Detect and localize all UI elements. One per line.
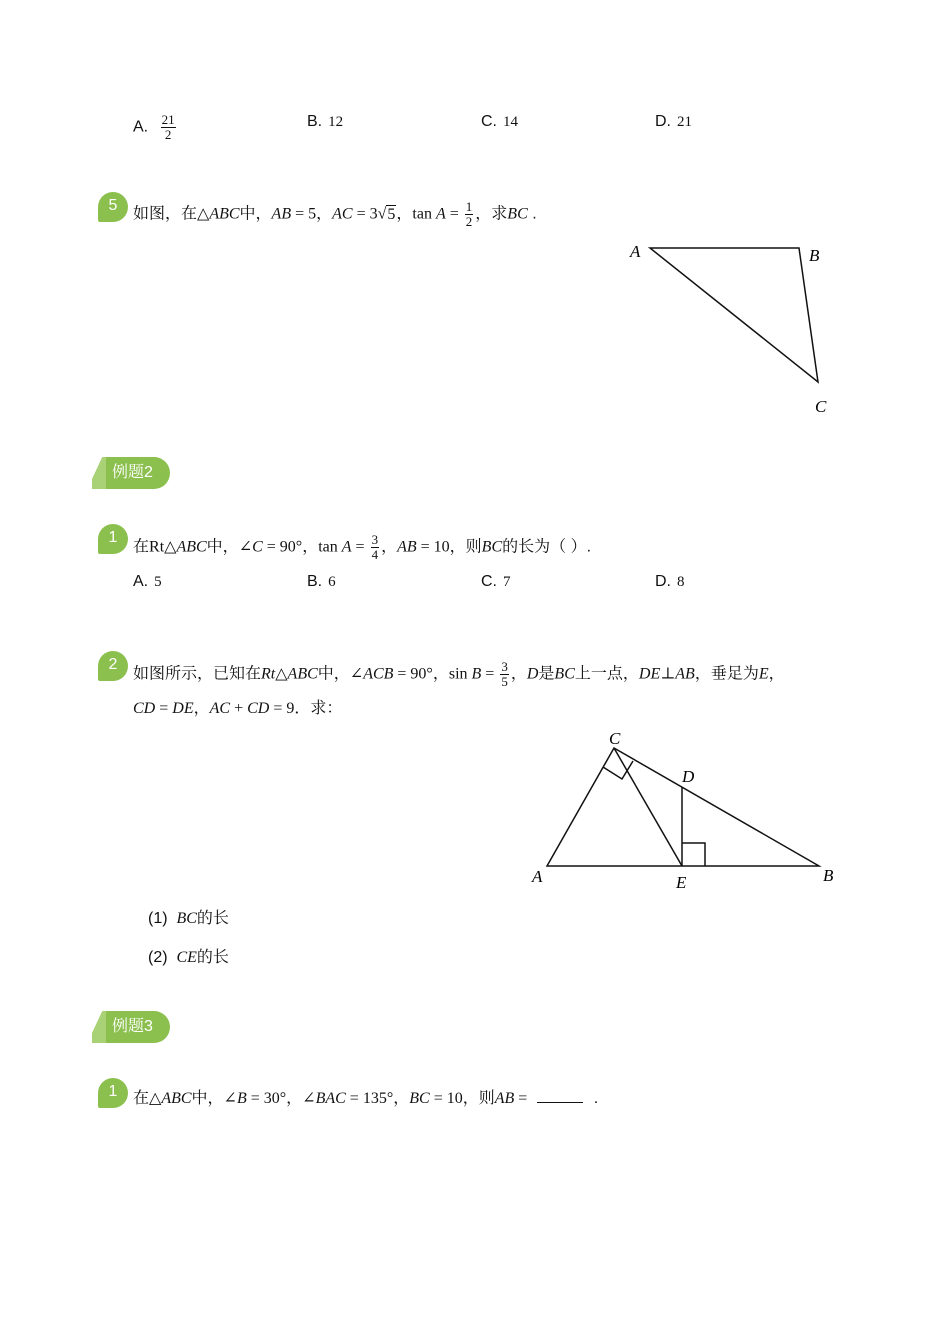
question-number-badge: 5	[98, 192, 128, 222]
triangle-figure-2	[525, 725, 845, 895]
example-2-question-1-text: 在Rt△ABC中，∠C = 90°，tan A = $\frac{3}{4}$ ，AB = 10，则BC的长为（ ）.	[133, 532, 592, 562]
label-d: D	[682, 767, 695, 786]
option-a-denominator: 2	[164, 127, 172, 142]
option-a-fraction	[161, 113, 176, 142]
triangle-abc	[650, 248, 818, 382]
label-c: C	[815, 397, 827, 416]
triangle-abc	[547, 748, 819, 866]
label-b: B	[823, 866, 834, 885]
example-2-question-2-line-1: 如图所示，已知在Rt△ABC中，∠ACB = 90°，sin B = $\frac{3}{5}$ ，D是BC上一点，DE⊥AB，垂足为E，	[133, 659, 785, 689]
label-a: A	[532, 867, 543, 886]
option-c-value: 14	[503, 114, 518, 130]
answer-blank[interactable]	[537, 1088, 583, 1103]
example-3-question-1-text: 在△ABC中，∠B = 30°，∠BAC = 135°，BC = 10，则AB = .	[133, 1090, 599, 1107]
option-b	[307, 113, 343, 131]
question-number-badge: 1	[98, 1078, 128, 1108]
option-c-label: C.	[481, 113, 497, 130]
option-d-value: 21	[677, 114, 692, 130]
triangle-figure-1	[620, 235, 840, 420]
example-2-question-2-line-2: CD = DE，AC + CD = 9．求：	[133, 700, 343, 717]
fraction: $\frac{1}{2}$	[465, 199, 473, 229]
option-a-label: A.	[133, 118, 149, 136]
label-c: C	[609, 729, 621, 748]
sub-question-2: (2) CE的长	[148, 949, 229, 966]
option-a	[133, 113, 178, 142]
section-header-example-3: 例题3	[94, 1011, 170, 1043]
fraction: $\frac{3}{4}$	[371, 532, 379, 562]
label-e: E	[676, 873, 687, 892]
question-number-badge: 1	[98, 524, 128, 554]
option-d: D. 8	[655, 573, 685, 590]
right-angle-mark-c	[603, 761, 633, 779]
option-a: A. 5	[133, 573, 162, 590]
option-b-value: 12	[328, 114, 344, 130]
section-header-example-2: 例题2	[94, 457, 170, 489]
segment-ce	[614, 748, 682, 866]
option-b: B. 6	[307, 573, 336, 590]
label-b: B	[809, 246, 820, 265]
option-d	[655, 113, 692, 131]
fraction: $\frac{3}{5}$	[501, 659, 508, 689]
option-a-numerator: 21	[161, 112, 175, 127]
question-number-badge: 2	[98, 651, 128, 681]
right-angle-mark-e	[682, 843, 705, 866]
option-d-label: D.	[655, 113, 671, 130]
option-b-label: B.	[307, 113, 323, 130]
sub-question-1: (1) BC的长	[148, 910, 229, 927]
option-c: C. 7	[481, 573, 511, 590]
question-5-text: 如图，在△ABC中，AB = 5，AC = 3√5，tan A = $\frac{1}{2}$ ，求BC .	[133, 199, 537, 229]
option-c	[481, 113, 518, 131]
label-a: A	[630, 242, 641, 261]
